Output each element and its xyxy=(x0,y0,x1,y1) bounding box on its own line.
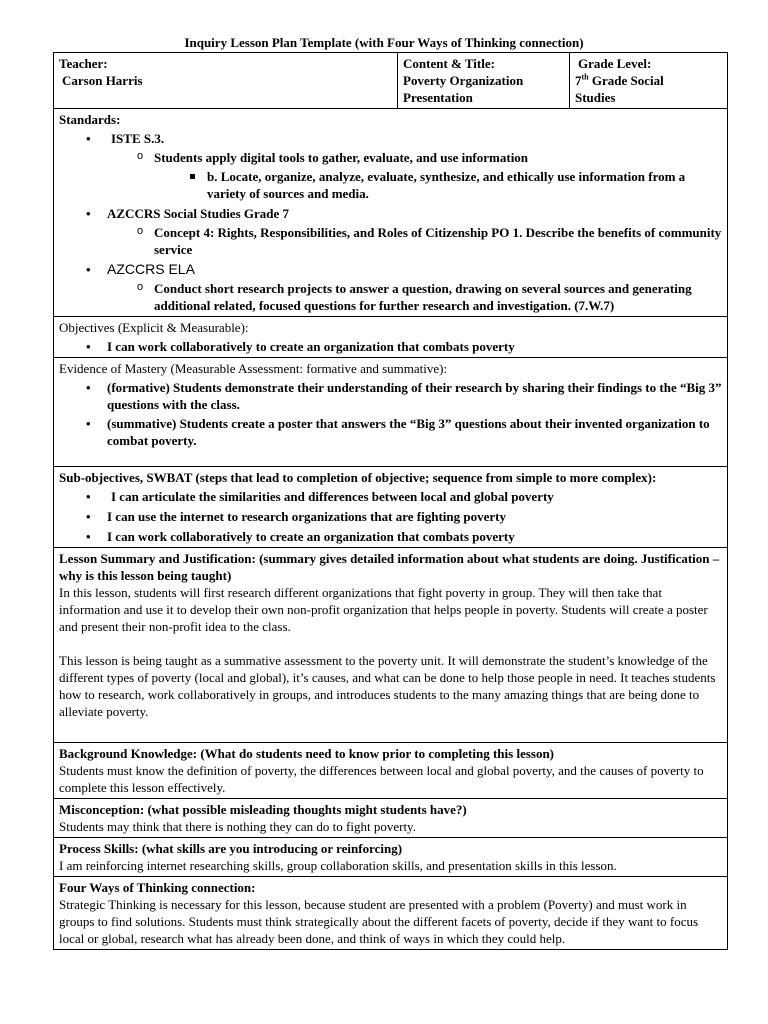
objectives-row xyxy=(54,317,728,358)
misconception-text: Students may think that there is nothing they can do to fight poverty. xyxy=(59,819,416,834)
background-text: Students must know the definition of poverty, the differences between local and global poverty, and the causes of poverty to complete this lesson effectively. xyxy=(59,763,704,795)
grade-number: 7 xyxy=(575,73,582,88)
standard-azccrs-ela: AZCCRS ELA xyxy=(107,261,195,277)
teacher-cell xyxy=(54,53,398,109)
background-label: Background Knowledge: (What do students need to know prior to completing this lesson) xyxy=(59,746,555,761)
grade-value xyxy=(575,72,722,89)
list-item xyxy=(59,224,722,258)
standards-row xyxy=(54,109,728,317)
misconception-label: Misconception: (what possible misleading thoughts might students have?) xyxy=(59,802,467,817)
list-item: • I can work collaboratively to create an organization that combats poverty xyxy=(59,338,722,355)
content-cell xyxy=(398,53,570,109)
content-title-line1: Poverty Organization xyxy=(403,73,524,88)
grade-suffix: th xyxy=(581,72,589,82)
fourways-row xyxy=(54,877,728,950)
lesson-plan-table xyxy=(53,52,728,950)
list-item xyxy=(59,280,722,314)
subobjectives-row xyxy=(54,467,728,548)
objectives-list xyxy=(59,338,722,355)
misconception-row xyxy=(54,799,728,838)
process-cell xyxy=(54,838,728,877)
standards-label: Standards: xyxy=(59,112,121,127)
standard-azccrs-ss-sub: Concept 4: Rights, Responsibilities, and Roles of Citizenship PO 1. Describe the benefits of community service xyxy=(154,225,722,257)
evidence-row xyxy=(54,358,728,467)
misconception-cell xyxy=(54,799,728,838)
evidence-label: Evidence of Mastery (Measurable Assessment: formative and summative): xyxy=(59,361,448,376)
standard-iste: ISTE S.3. xyxy=(111,131,165,146)
grade-cell xyxy=(570,53,728,109)
list-item xyxy=(59,149,722,166)
fourways-cell xyxy=(54,877,728,950)
content-title-line2: Presentation xyxy=(403,90,473,105)
summary-cell xyxy=(54,548,728,743)
list-item xyxy=(59,205,722,222)
standards-cell xyxy=(54,109,728,317)
summary-paragraph-2: This lesson is being taught as a summative assessment to the poverty unit. It will demonstrate the student’s knowledge of the different types of poverty (local and global), it’s causes, and what can be done to help those people in need. It teaches students how to research, work collaboratively in groups, and introduces students to the many amazing things that are being done to alleviate poverty. xyxy=(59,653,716,719)
background-row xyxy=(54,743,728,799)
standard-iste-detail: b. Locate, organize, analyze, evaluate, synthesize, and ethically use information from a variety of sources and media. xyxy=(207,169,686,201)
background-cell xyxy=(54,743,728,799)
teacher-label: Teacher: xyxy=(59,56,108,71)
header-row xyxy=(54,53,728,109)
process-text: I am reinforcing internet researching skills, group collaboration skills, and presentation skills in this lesson. xyxy=(59,858,617,873)
grade-line2: Studies xyxy=(575,90,616,105)
paragraph-gap xyxy=(59,635,722,652)
content-label: Content & Title: xyxy=(403,56,495,71)
objectives-label: Objectives (Explicit & Measurable): xyxy=(59,320,249,335)
list-item: • (summative) Students create a poster that answers the “Big 3” questions about their invented organization to combat poverty. xyxy=(59,415,722,449)
summary-label: Lesson Summary and Justification: (summary gives detailed information about what students are doing. Justification – why is this lesson being taught) xyxy=(59,551,720,583)
grade-label: Grade Level: xyxy=(578,56,652,71)
objectives-cell xyxy=(54,317,728,358)
list-item: • I can work collaboratively to create an organization that combats poverty xyxy=(59,528,722,545)
subobjectives-cell xyxy=(54,467,728,548)
standard-azccrs-ela-sub: Conduct short research projects to answer a question, drawing on several sources and generating additional related, focused questions for further research and investigation. (7.W.7) xyxy=(154,281,692,313)
list-item xyxy=(59,488,722,505)
evidence-list xyxy=(59,379,722,449)
list-item xyxy=(59,130,722,147)
list-item: • (formative) Students demonstrate their understanding of their research by sharing their findings to the “Big 3” questions with the class. xyxy=(59,379,722,413)
teacher-name: Carson Harris xyxy=(62,73,143,88)
process-label: Process Skills: (what skills are you introducing or reinforcing) xyxy=(59,841,403,856)
fourways-text: Strategic Thinking is necessary for this lesson, because student are presented with a problem (Poverty) and must work in groups to find solutions. Students must think strategically about the different facets of poverty, decide if they want to focus local or global, research what has already been done, and think of ways in which they could help. xyxy=(59,897,699,946)
list-item xyxy=(59,261,722,278)
document-title: Inquiry Lesson Plan Template (with Four Ways of Thinking connection) xyxy=(184,35,584,50)
standard-azccrs-ss: AZCCRS Social Studies Grade 7 xyxy=(107,206,290,221)
subobjective-1: I can articulate the similarities and differences between local and global poverty xyxy=(111,489,554,504)
evidence-cell xyxy=(54,358,728,467)
fourways-label: Four Ways of Thinking connection: xyxy=(59,880,256,895)
subobjectives-label: Sub-objectives, SWBAT (steps that lead to completion of objective; sequence from simple to more complex): xyxy=(59,470,657,485)
list-item: • I can use the internet to research organizations that are fighting poverty xyxy=(59,508,722,525)
standards-list xyxy=(59,130,722,314)
subobjectives-list xyxy=(59,488,722,545)
summary-paragraph-1: In this lesson, students will first research different organizations that fight poverty in group. They will then take that information and use it to develop their own non-profit organization that helps people in poverty. Students will create a poster and present their non-profit idea to the class. xyxy=(59,585,708,634)
process-row xyxy=(54,838,728,877)
summary-row xyxy=(54,548,728,743)
standard-iste-sub: Students apply digital tools to gather, evaluate, and use information xyxy=(154,150,529,165)
list-item xyxy=(59,168,722,202)
grade-text: Grade Social xyxy=(588,73,664,88)
